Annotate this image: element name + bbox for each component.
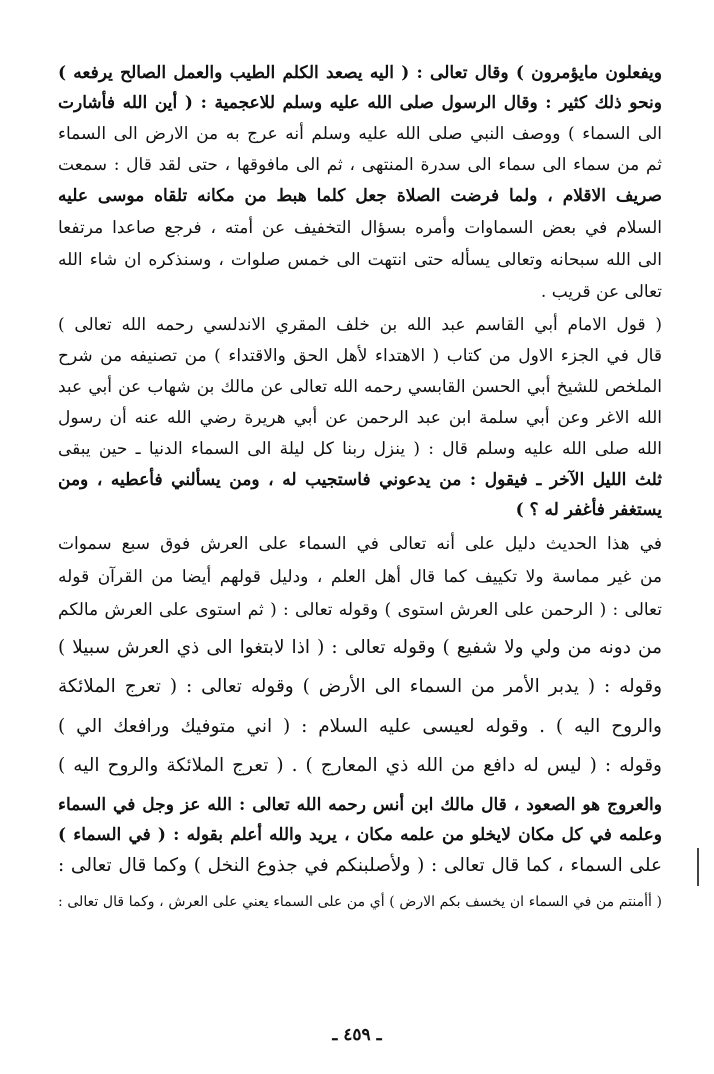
text-line-16: في هذا الحديث دليل على أنه تعالى في السماء على العرش فوق سبع سموات: [58, 534, 662, 554]
text-line-19: من دونه من ولي ولا شفيع ) وقوله تعالى : ( اذا لابتغوا الى ذي العرش سبيلا ): [58, 637, 662, 658]
text-line-22: وقوله : ( ليس له دافع من الله ذي المعارج ) . ( تعرج الملائكة والروح اليه ): [58, 755, 662, 776]
text-line-3: الى السماء ) ووصف النبي صلى الله عليه وسلم أنه عرج به من الارض الى السماء: [58, 124, 662, 144]
text-line-2: ونحو ذلك كثير : وقال الرسول صلى الله عليه وسلم للاعجمية : ( أين الله فأشارت: [58, 93, 662, 113]
text-line-11: الملخص للشيخ أبي الحسن القابسي رحمه الله تعالى عن مالك بن شهاب عن أبي عبد: [58, 377, 662, 397]
text-line-26: ( أأمنتم من في السماء ان يخسف بكم الارض ) أي من على السماء يعني على العرش ، وكما قال تعالى :: [58, 894, 662, 910]
section-heading: ( قول الامام أبي القاسم عبد الله بن خلف المقري الاندلسي رحمه الله تعالى ): [58, 315, 662, 335]
text-line-13: الله صلى الله عليه وسلم قال : ( ينزل ربنا كل ليلة الى السماء الدنيا ـ حين يبقى: [58, 439, 662, 459]
text-line-15: يستغفر فأغفر له ؟ ): [515, 500, 662, 520]
page-number: ـ ٤٥٩ ـ: [332, 1025, 382, 1045]
text-line-18: تعالى : ( الرحمن على العرش استوى ) وقوله تعالى : ( ثم استوى على العرش مالكم: [58, 600, 662, 620]
text-line-14: ثلث الليل الآخر ـ فيقول : من يدعوني فاستجيب له ، ومن يسألني فأعطيه ، ومن: [58, 470, 662, 490]
text-line-5: صريف الاقلام ، ولما فرضت الصلاة جعل كلما هبط من مكانه تلقاه موسى عليه: [58, 186, 662, 206]
text-line-21: والروح اليه ) . وقوله لعيسى عليه السلام : ( اني متوفيك ورافعك الي ): [58, 716, 662, 737]
text-line-6: السلام في بعض السماوات وأمره بسؤال التخفيف عن أمته ، فرجع صاعدا مرتفعا: [58, 218, 662, 238]
text-line-24: وعلمه في كل مكان لايخلو من علمه مكان ، يريد والله أعلم بقوله : ( في السماء ): [58, 825, 662, 845]
text-line-4: ثم من سماء الى سماء الى سدرة المنتهى ، ثم الى مافوقها ، حتى لقد قال : سمعت: [58, 155, 662, 175]
text-line-20: وقوله : ( يدبر الأمر من السماء الى الأرض ) وقوله تعالى : ( تعرج الملائكة: [58, 676, 662, 697]
page-body: [58, 58, 662, 1018]
text-line-25: على السماء ، كما قال تعالى : ( ولأصلبنكم في جذوع النخل ) وكما قال تعالى :: [58, 855, 662, 876]
text-line-8: تعالى عن قريب .: [540, 282, 662, 302]
text-line-10: قال في الجزء الاول من كتاب ( الاهتداء لأهل الحق والاقتداء ) من تصنيفه من شرح: [58, 346, 662, 366]
text-line-7: الى الله سبحانه وتعالى يسأله حتى انتهت الى خمس صلوات ، وسنذكره ان شاء الله: [58, 250, 662, 270]
text-line-1: ويفعلون مايؤمرون ) وقال تعالى : ( اليه يصعد الكلم الطيب والعمل الصالح يرفعه ): [58, 63, 662, 83]
margin-mark: [697, 848, 699, 886]
text-line-12: الله الاغر وعن أبي سلمة ابن عبد الرحمن عن أبي هريرة رضي الله عنه أن رسول: [58, 408, 662, 428]
text-line-23: والعروج هو الصعود ، قال مالك ابن أنس رحمه الله تعالى : الله عز وجل في السماء: [58, 795, 662, 815]
text-line-17: من غير مماسة ولا تكييف كما قال أهل العلم ، ودليل قولهم أيضا من القرآن قوله: [58, 567, 662, 587]
